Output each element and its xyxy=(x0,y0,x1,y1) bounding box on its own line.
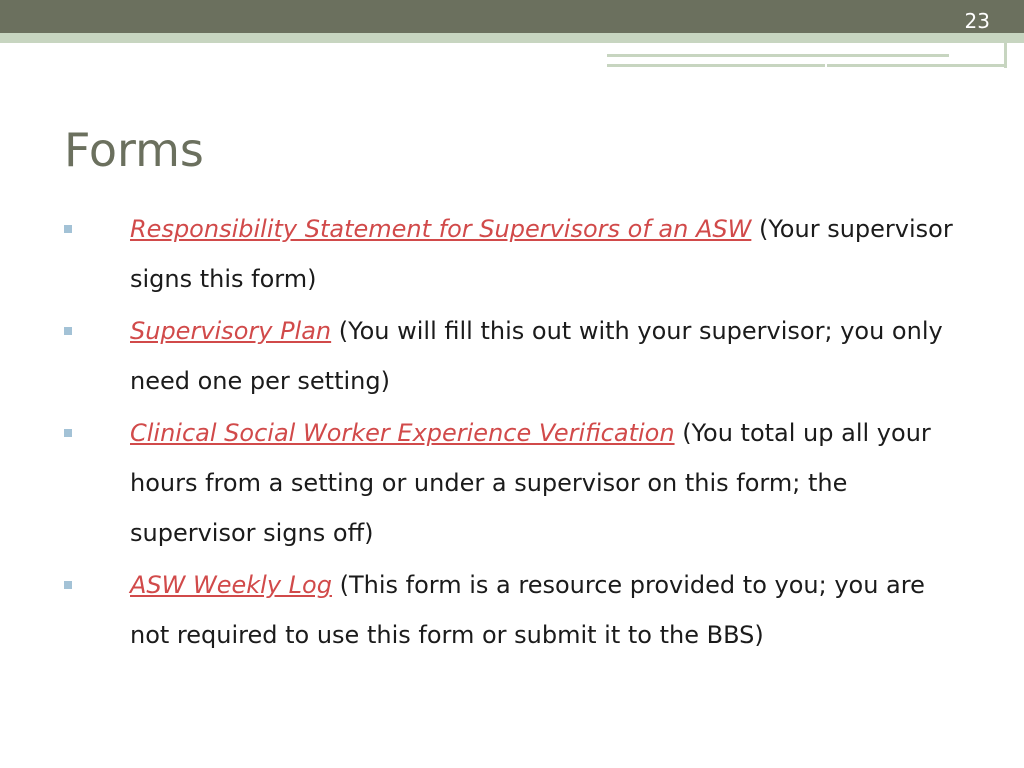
bullet-description: (Your supervisor signs this form) xyxy=(130,215,953,293)
bullet-description: (This form is a resource provided to you; you are not required to use this form or submit it to the BBS) xyxy=(130,571,925,649)
bullet-square-icon xyxy=(64,327,72,335)
bullet-list xyxy=(0,204,1024,662)
bullet-item-weekly-log xyxy=(0,560,1024,660)
slide-number: 23 xyxy=(964,9,990,33)
header-band xyxy=(0,0,1024,33)
decorative-line xyxy=(827,64,1007,67)
bullet-square-icon xyxy=(64,429,72,437)
header-accent-stripe xyxy=(0,33,1024,43)
bullet-item-experience-verification xyxy=(0,408,1024,558)
responsibility-statement-link[interactable]: Responsibility Statement for Supervisors of an ASW xyxy=(130,215,752,243)
slide-title: Forms xyxy=(64,123,204,177)
bullet-item-supervisory-plan xyxy=(0,306,1024,406)
asw-weekly-log-link[interactable]: ASW Weekly Log xyxy=(130,571,332,599)
bullet-item-responsibility-statement xyxy=(0,204,1024,304)
experience-verification-link[interactable]: Clinical Social Worker Experience Verification xyxy=(130,419,675,447)
supervisory-plan-link[interactable]: Supervisory Plan xyxy=(130,317,332,345)
decorative-line xyxy=(607,54,949,57)
decorative-vertical-line xyxy=(1004,38,1007,68)
bullet-description: (You will fill this out with your supervisor; you only need one per setting) xyxy=(130,317,943,395)
bullet-square-icon xyxy=(64,225,72,233)
decorative-line xyxy=(607,64,825,67)
bullet-square-icon xyxy=(64,581,72,589)
bullet-description: (You total up all your hours from a setting or under a supervisor on this form; the supervisor signs off) xyxy=(130,419,931,547)
